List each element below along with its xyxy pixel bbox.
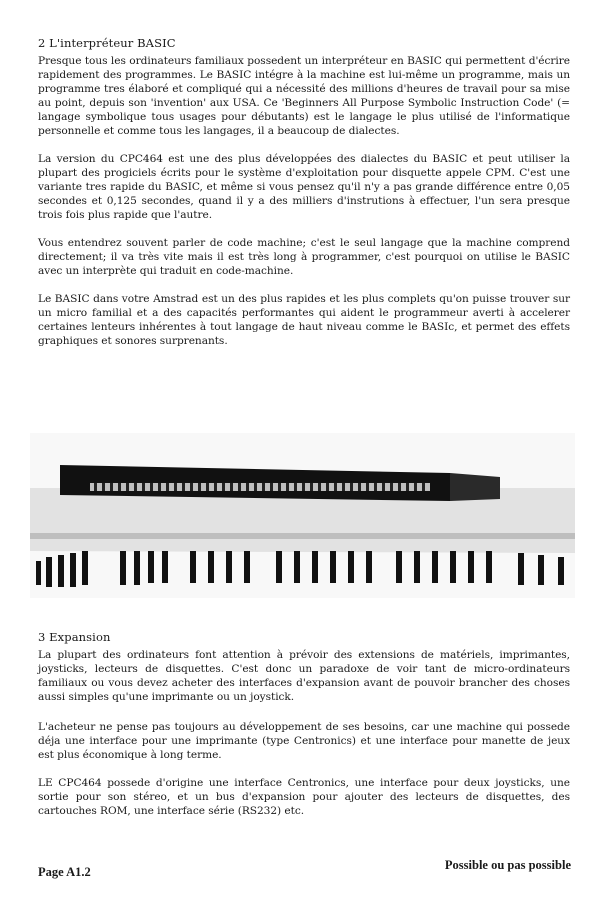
section-3-paragraph-1: La plupart des ordinateurs font attention à prévoir des extensions de matériels, imprimantes, joysticks, lecteurs de disquettes. C'est donc un paradoxe de voir tant de micro-ordinateurs familiaux ou vous devez acheter des interfaces d'expansion avant de pouvoir brancher des choses aussi simples qu'une imprimante ou un joystick. xyxy=(38,649,570,703)
section-2-paragraph-1: Presque tous les ordinateurs familiaux possedent un interpréteur en BASIC qui permettent d'écrire rapidement des programmes. Le BASIC intégre à la machine est lui-même un programme, mais un programme tres élaboré et compliqué qui a nécessité des millions d'heures de travail pour sa mise au point, depuis son 'invention' aux USA. Ce 'Beginners All Purpose Symbolic Instruction Code' (= langage symbolique tous usages pour débutants) est le langage le plus utilisé de l'informatique personnelle et comme tous les langages, il a beaucoup de dialectes. xyxy=(38,55,570,137)
section-2-paragraph-3: Vous entendrez souvent parler de code machine; c'est le seul langage que la machine comprend directement; il va très vite mais il est très long à programmer, c'est pourquoi on utilise le BASIC avec un interprète qui traduit en code-machine. xyxy=(38,237,570,277)
section-3-paragraph-3: LE CPC464 possede d'origine une interface Centronics, une interface pour deux joysticks, une sortie pour son stéreo, et un bus d'expansion pour ajouter des lecteurs de disquettes, des cartouches ROM, une interface série (RS232) etc. xyxy=(38,777,570,817)
section-2-heading: 2 L'interpréteur BASIC xyxy=(38,36,176,50)
edge-connector-contacts xyxy=(90,483,430,491)
section-2-paragraph-2: La version du CPC464 est une des plus développées des dialectes du BASIC et peut utiliser la plupart des progiciels écrits pour le système d'exploitation pour disquette appele CPM. C'est une variante tres rapide du BASIC, et même si vous pensez qu'il n'y a pas grande différence entre 0,05 secondes et 0,125 secondes, quand il y a des milliers d'instrutions à effectuer, l'un sera presque trois fois plus rapide que l'autre. xyxy=(38,153,570,221)
section-3-paragraph-2: L'acheteur ne pense pas toujours au développement de ses besoins, car une machine qui possede déja une interface pour une imprimante (type Centronics) et une interface pour manette de jeux est plus économique à long terme. xyxy=(38,721,570,761)
section-2-paragraph-4: Le BASIC dans votre Amstrad est un des plus rapides et les plus complets qu'on puisse trouver sur un micro familial et a des capacités performantes qui aident le programmeur averti à accelerer certaines lenteurs inhérentes à tout langage de haut niveau comme le BASIc, et permet des effets graphiques et sonores surprenants. xyxy=(38,293,570,347)
section-3-heading: 3 Expansion xyxy=(38,630,111,644)
page-number: Page A1.2 xyxy=(38,865,91,879)
chapter-title: Possible ou pas possible xyxy=(444,858,571,872)
expansion-port-photo xyxy=(30,433,575,598)
